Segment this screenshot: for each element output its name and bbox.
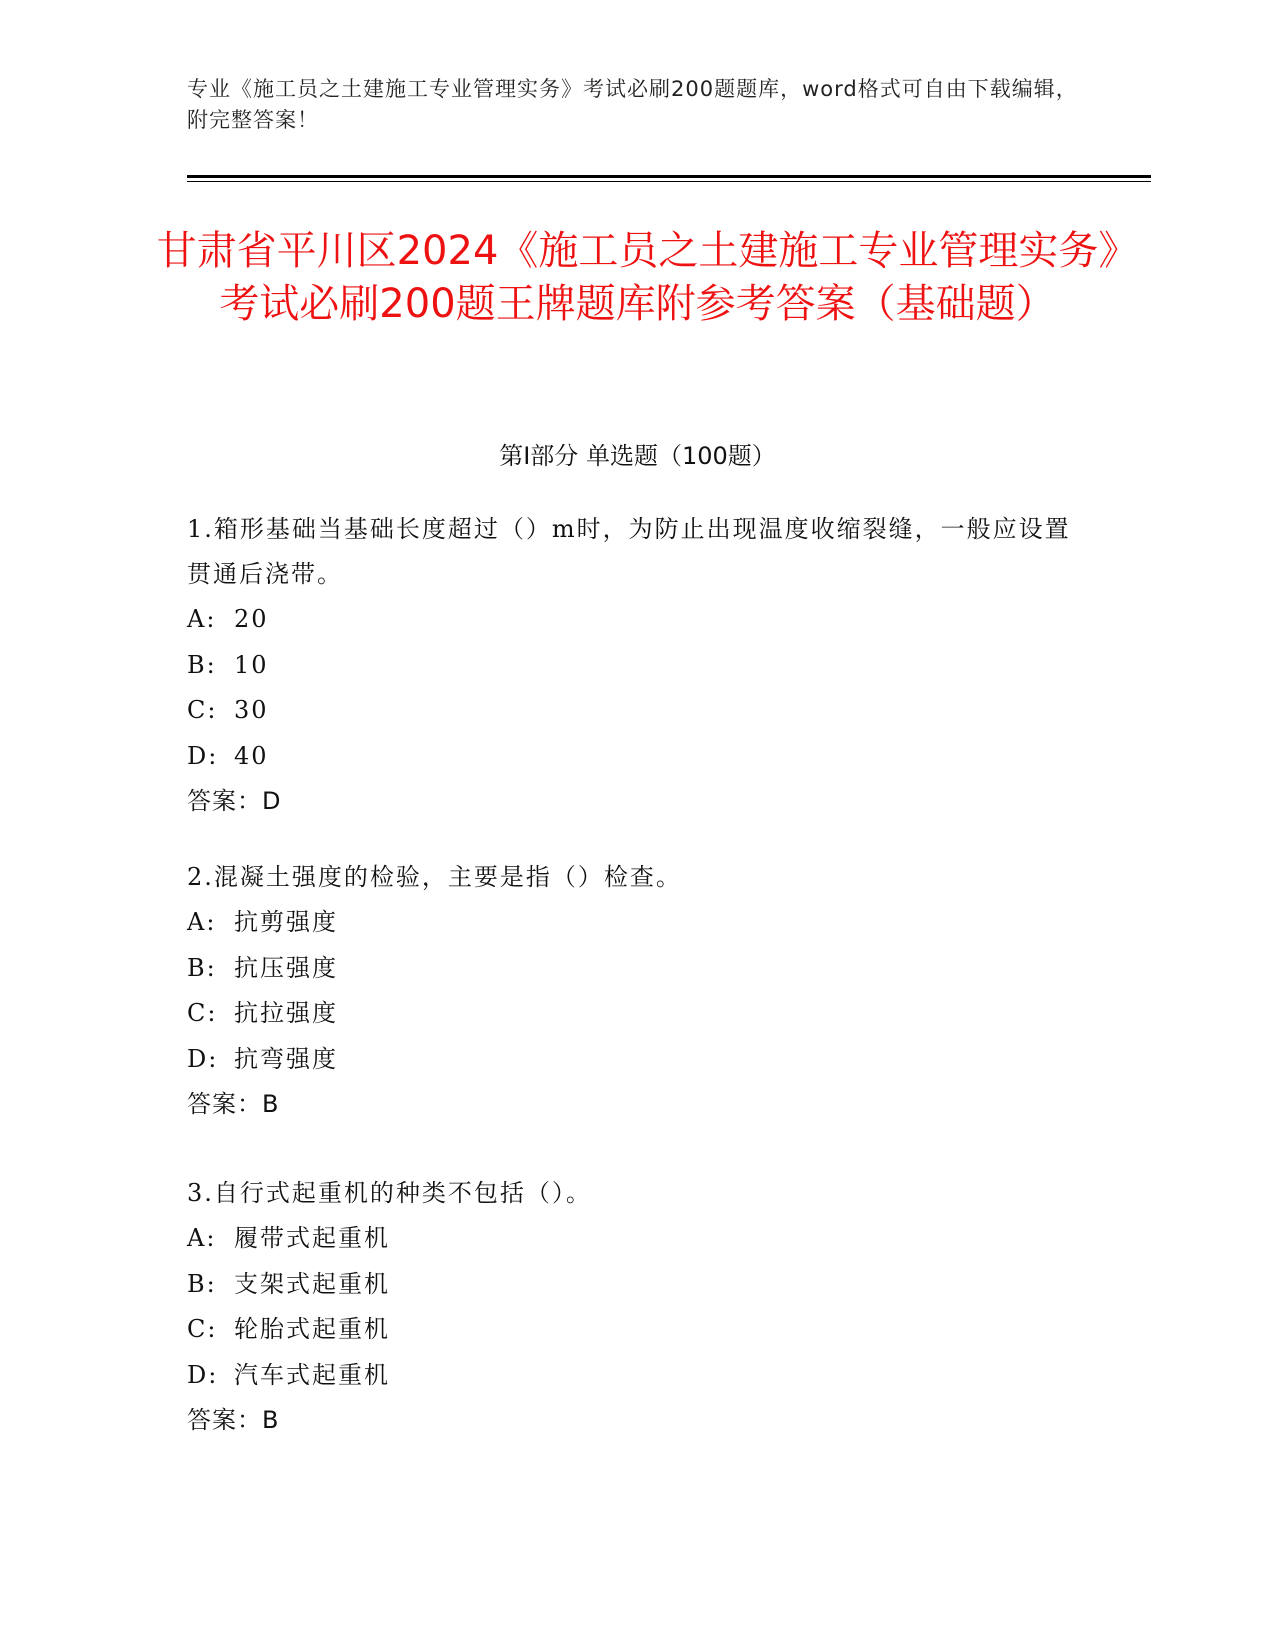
option-c — [187, 1307, 1087, 1353]
option-text: 支架式起重机 — [234, 1269, 390, 1298]
option-letter: D: — [187, 741, 219, 770]
header-note: 专业《施工员之土建施工专业管理实务》考试必刷200题题库，word格式可自由下载编辑，附完整答案！ — [187, 77, 1078, 132]
option-d — [187, 1353, 1087, 1399]
section-title: 第Ⅰ部分 单选题（100题） — [499, 442, 776, 470]
option-text: 10 — [234, 650, 269, 679]
option-letter: B: — [187, 650, 217, 679]
option-c — [187, 688, 1087, 734]
option-a — [187, 900, 1087, 946]
option-letter: A: — [187, 605, 217, 633]
header-rule-thick — [187, 175, 1151, 178]
option-text: 抗弯强度 — [234, 1044, 338, 1073]
option-text: 20 — [234, 605, 269, 633]
option-letter: B: — [187, 1269, 217, 1298]
option-text: 履带式起重机 — [234, 1224, 390, 1252]
answer-line: 答案：B — [187, 1406, 280, 1434]
option-letter: A: — [187, 908, 217, 936]
option-letter: D: — [187, 1360, 219, 1389]
option-letter: C: — [187, 1315, 218, 1343]
option-letter: A: — [187, 1224, 217, 1252]
answer-line: 答案：B — [187, 1090, 280, 1118]
option-text: 轮胎式起重机 — [234, 1315, 390, 1343]
option-a — [187, 597, 1087, 643]
option-letter: D: — [187, 1044, 219, 1073]
question-stem: 3.自行式起重机的种类不包括（）。 — [187, 1179, 592, 1207]
option-text: 汽车式起重机 — [234, 1360, 390, 1389]
question-stem: 2.混凝土强度的检验，主要是指（）检查。 — [187, 863, 682, 891]
option-b — [187, 1262, 1087, 1308]
document-title: 甘肃省平川区2024《施工员之土建施工专业管理实务》考试必刷200题王牌题库附参考答案（基础题） — [156, 228, 1119, 327]
option-text: 30 — [234, 696, 269, 724]
option-text: 抗剪强度 — [234, 908, 338, 936]
option-letter: C: — [187, 696, 218, 724]
question-2 — [187, 855, 1087, 1127]
question-3 — [187, 1171, 1087, 1443]
option-letter: C: — [187, 999, 218, 1027]
answer-line: 答案：D — [187, 787, 282, 815]
option-text: 抗压强度 — [234, 953, 338, 982]
option-a — [187, 1216, 1087, 1262]
question-1 — [187, 507, 1087, 824]
option-text: 抗拉强度 — [234, 999, 338, 1027]
option-text: 40 — [234, 741, 269, 770]
option-c — [187, 991, 1087, 1037]
question-stem: 1.箱形基础当基础长度超过（）m时，为防止出现温度收缩裂缝，一般应设置贯通后浇带。 — [187, 515, 1071, 588]
header-rule-thin — [187, 181, 1151, 182]
option-d — [187, 1037, 1087, 1083]
option-b — [187, 946, 1087, 992]
option-b — [187, 643, 1087, 689]
option-letter: B: — [187, 953, 217, 982]
option-d — [187, 734, 1087, 780]
